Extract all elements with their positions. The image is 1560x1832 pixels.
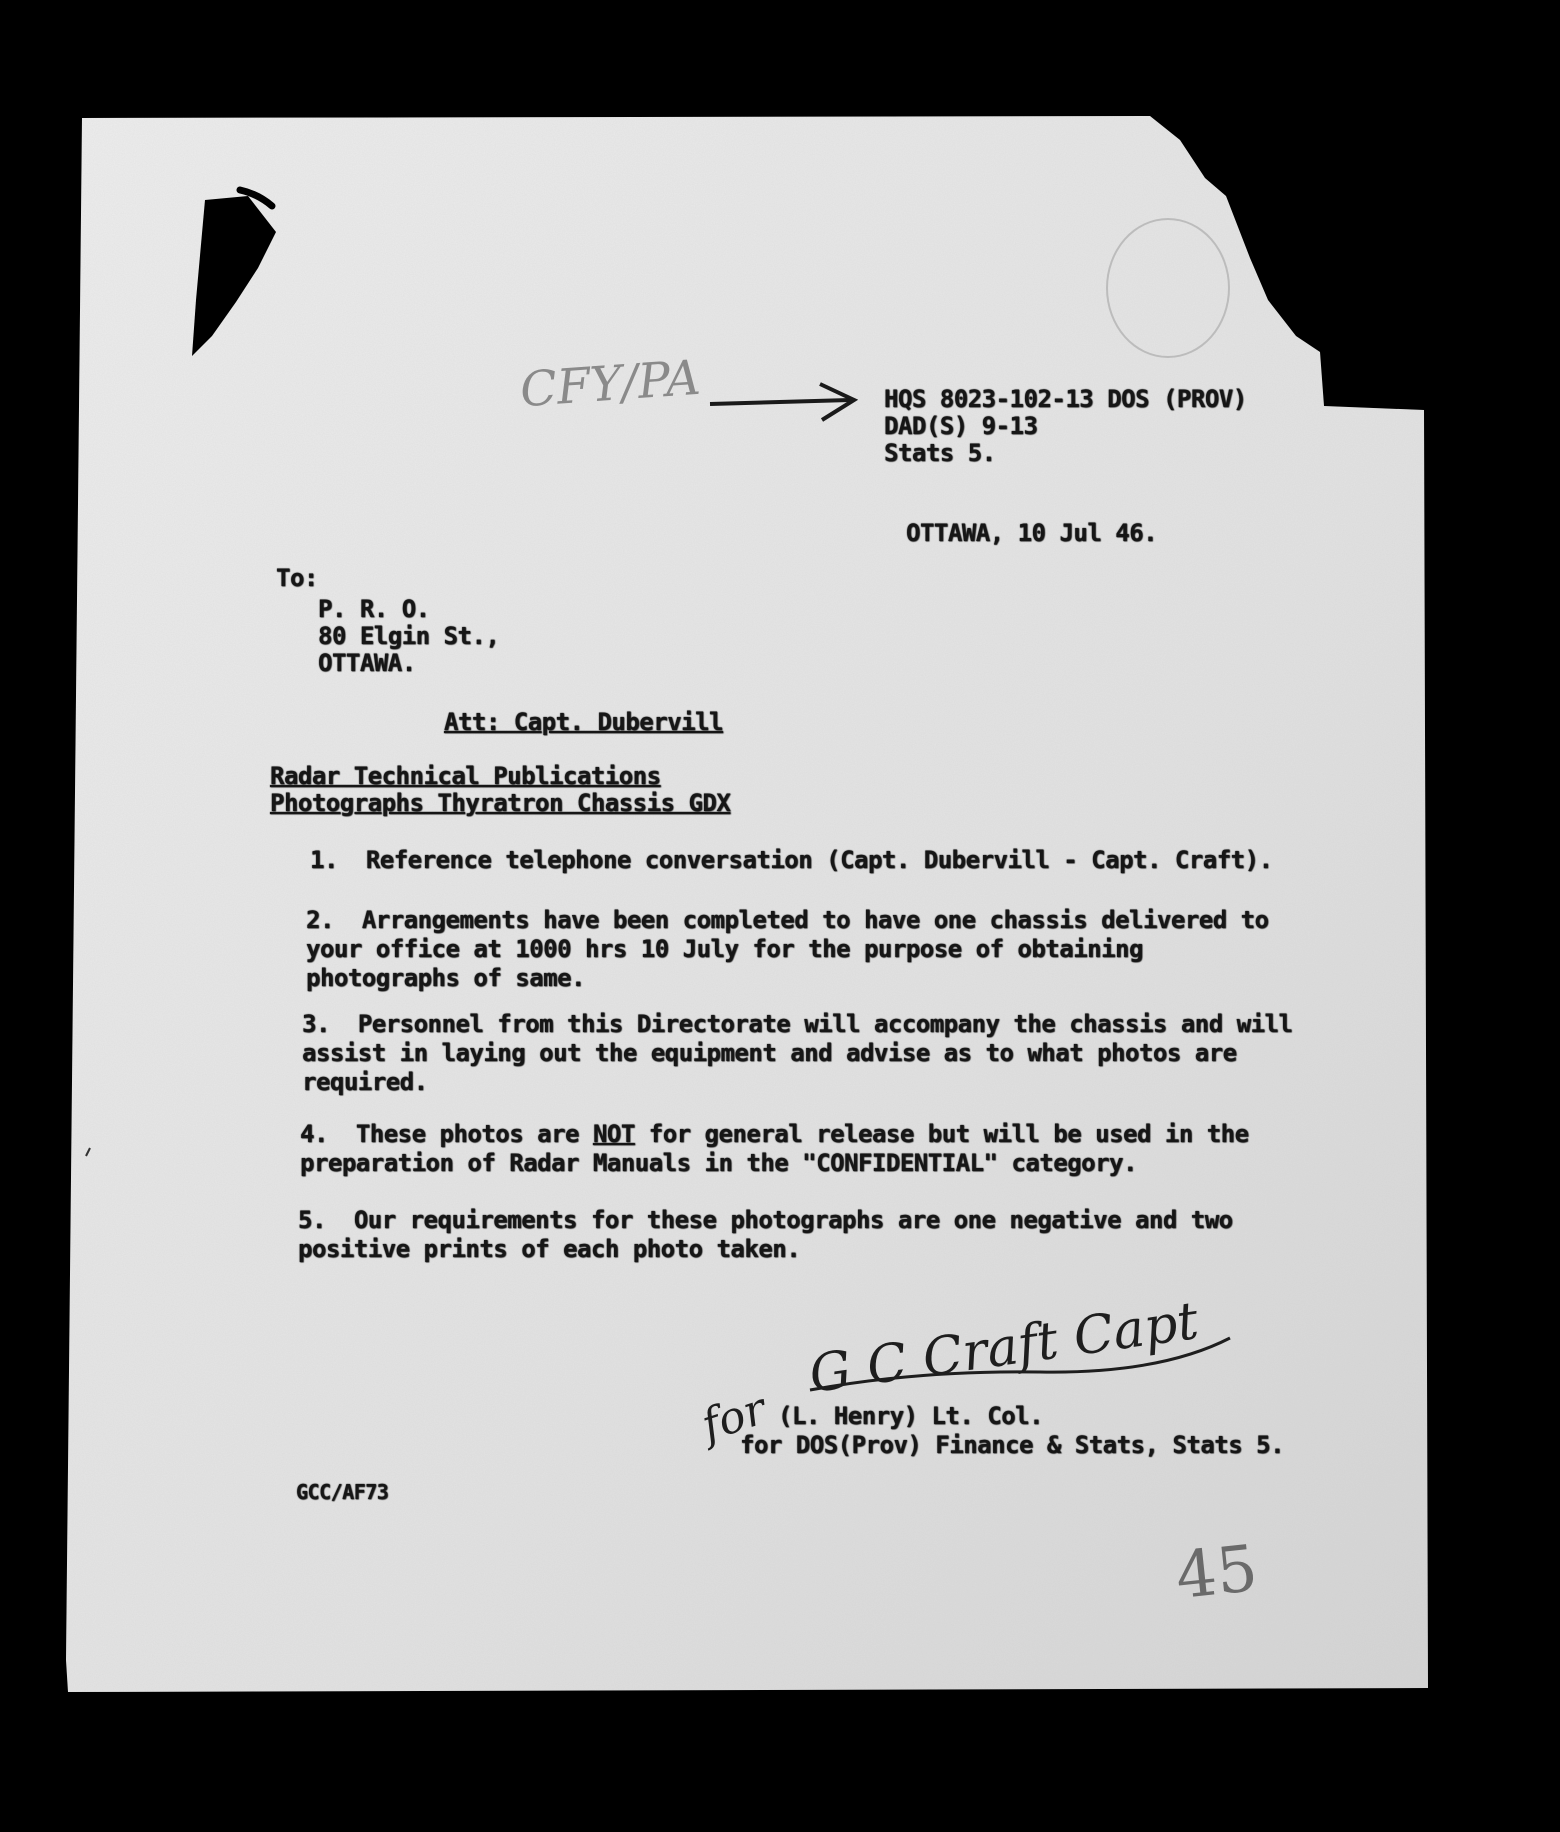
- signature-flourish: [800, 1330, 1240, 1410]
- paragraph-text-after: for general release but will be used in the preparation of Radar Manuals in the "CONFIDENTIAL" category.: [300, 1120, 1249, 1177]
- place-date: OTTAWA, 10 Jul 46.: [906, 519, 1158, 547]
- paragraph-text: Reference telephone conversation (Capt. Dubervill - Capt. Craft).: [365, 846, 1273, 874]
- to-label: To:: [276, 564, 318, 592]
- paragraph-number: 5.: [298, 1206, 326, 1234]
- margin-note: CFY/PA: [518, 349, 703, 419]
- subject-line-2: Photographs Thyratron Chassis GDX: [270, 789, 731, 817]
- paragraph-text: Personnel from this Directorate will accompany the chassis and will assist in laying out the equipment and advise as to what photos are required.: [302, 1010, 1293, 1096]
- page-number: 45: [1172, 1531, 1262, 1615]
- file-reference: GCC/AF73: [296, 1480, 389, 1504]
- paragraph-4: [300, 1120, 1310, 1178]
- subject-line-1: Radar Technical Publications: [270, 762, 661, 790]
- paragraph-3: [302, 1010, 1302, 1097]
- arrow-icon: [708, 380, 858, 424]
- paragraph-number: 4.: [300, 1120, 328, 1148]
- paragraph-1: [310, 846, 1290, 875]
- paragraph-text: Our requirements for these photographs are one negative and two positive prints of each photo taken.: [298, 1206, 1233, 1263]
- paragraph-number: 1.: [310, 846, 338, 874]
- paragraph-number: 3.: [302, 1010, 330, 1038]
- paragraph-text: Arrangements have been completed to have one chassis delivered to your office at 1000 hrs 10 July for the purpose of obtaining photographs of same.: [306, 906, 1269, 992]
- paragraph-5: [298, 1206, 1308, 1264]
- paragraph-2: [306, 906, 1306, 993]
- reference-line-1: HQS 8023-102-13 DOS (PROV): [884, 385, 1247, 413]
- paragraph-text-before: These photos are: [355, 1120, 593, 1148]
- signature-prefix: for: [695, 1383, 773, 1452]
- paragraph-emphasis: NOT: [592, 1120, 635, 1148]
- paragraph-number: 2.: [306, 906, 334, 934]
- signatory-line-1: (L. Henry) Lt. Col.: [778, 1402, 1044, 1430]
- address-line-1: P. R. O.: [318, 595, 430, 623]
- address-line-3: OTTAWA.: [318, 649, 416, 677]
- handwritten-signature: G C Craft Capt: [805, 1291, 1202, 1405]
- reference-line-3: Stats 5.: [884, 439, 996, 467]
- received-stamp: [1106, 218, 1230, 358]
- attention-line: Att: Capt. Dubervill: [444, 708, 723, 736]
- signatory-line-2: for DOS(Prov) Finance & Stats, Stats 5.: [740, 1431, 1285, 1459]
- address-line-2: 80 Elgin St.,: [318, 622, 500, 650]
- reference-line-2: DAD(S) 9-13: [884, 412, 1038, 440]
